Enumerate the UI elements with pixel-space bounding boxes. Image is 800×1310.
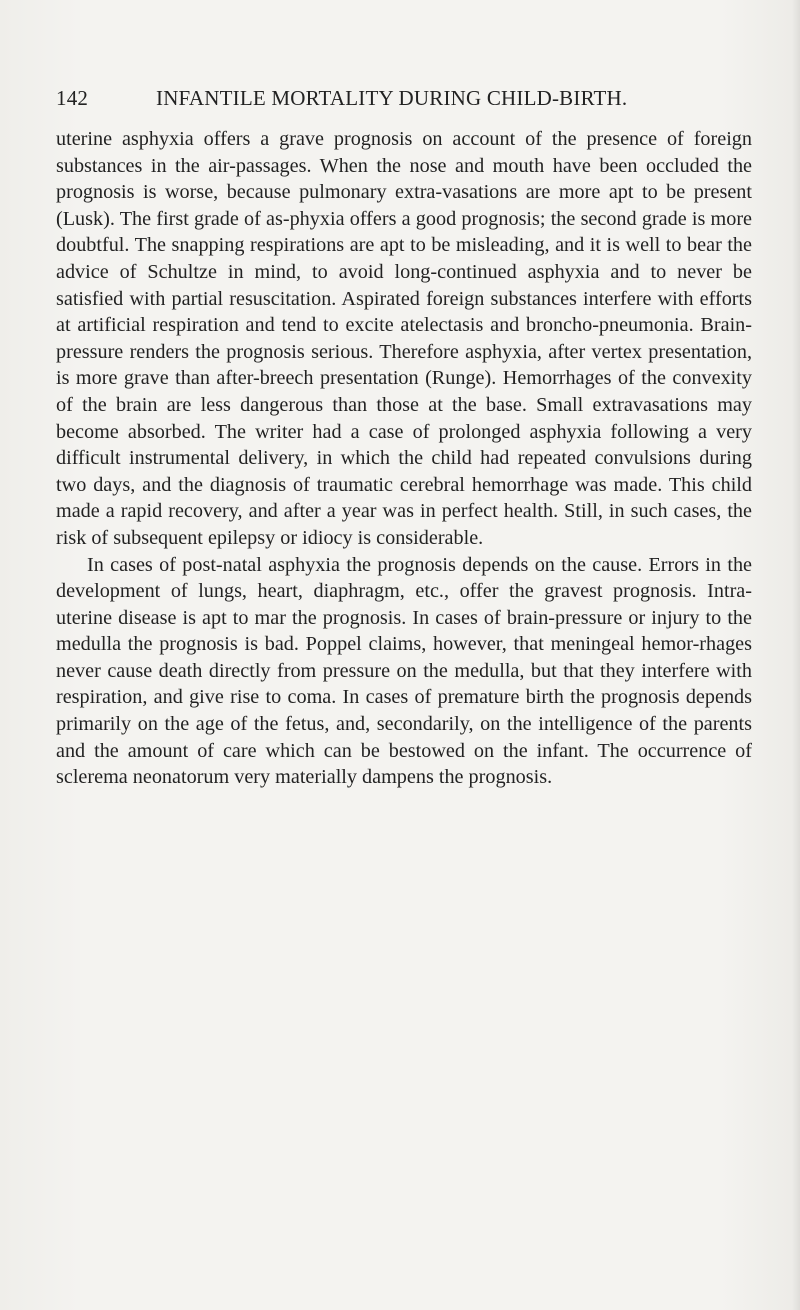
page-number: 142: [56, 86, 89, 110]
page-header: [56, 86, 746, 114]
page-edge-shadow: [792, 0, 800, 1310]
paragraph-2: In cases of post-natal asphyxia the prognosis depends on the cause. Errors in the development of lungs, heart, diaphragm, etc., offer the gravest prognosis. Intra-uterine disease is apt to mar the prognosis. In cases of brain-pressure or injury to the medulla the prognosis is bad. Poppel claims, however, that meningeal hemor-rhages never cause death directly from pressure on the medulla, but that they interfere with respiration, and give rise to coma. In cases of premature birth the prognosis depends primarily on the age of the fetus, and, secondarily, on the intelligence of the parents and the amount of care which can be bestowed on the infant. The occurrence of sclerema neonatorum very materially dampens the prognosis.: [56, 553, 752, 789]
body-text: [56, 126, 752, 791]
running-title: INFANTILE MORTALITY DURING CHILD-BIRTH.: [156, 86, 628, 110]
paragraph-1: uterine asphyxia offers a grave prognosis on account of the presence of foreign substances in the air-passages. When the nose and mouth have been occluded the prognosis is worse, because pulmonary extra-vasations are more apt to be present (Lusk). The first grade of as-phyxia offers a good prognosis; the second grade is more doubtful. The snapping respirations are apt to be misleading, and it is well to bear the advice of Schultze in mind, to avoid long-continued asphyxia and to never be satisfied with partial resuscitation. Aspirated foreign substances interfere with efforts at artificial respiration and tend to excite atelectasis and broncho-pneumonia. Brain-pressure renders the prognosis serious. Therefore asphyxia, after vertex presentation, is more grave than after-breech presentation (Runge). Hemorrhages of the convexity of the brain are less dangerous than those at the base. Small extravasations may become absorbed. The writer had a case of prolonged asphyxia following a very difficult instrumental delivery, in which the child had repeated convulsions during two days, and the diagnosis of traumatic cerebral hemorrhage was made. This child made a rapid recovery, and after a year was in perfect health. Still, in such cases, the risk of subsequent epilepsy or idiocy is considerable.: [56, 128, 752, 549]
